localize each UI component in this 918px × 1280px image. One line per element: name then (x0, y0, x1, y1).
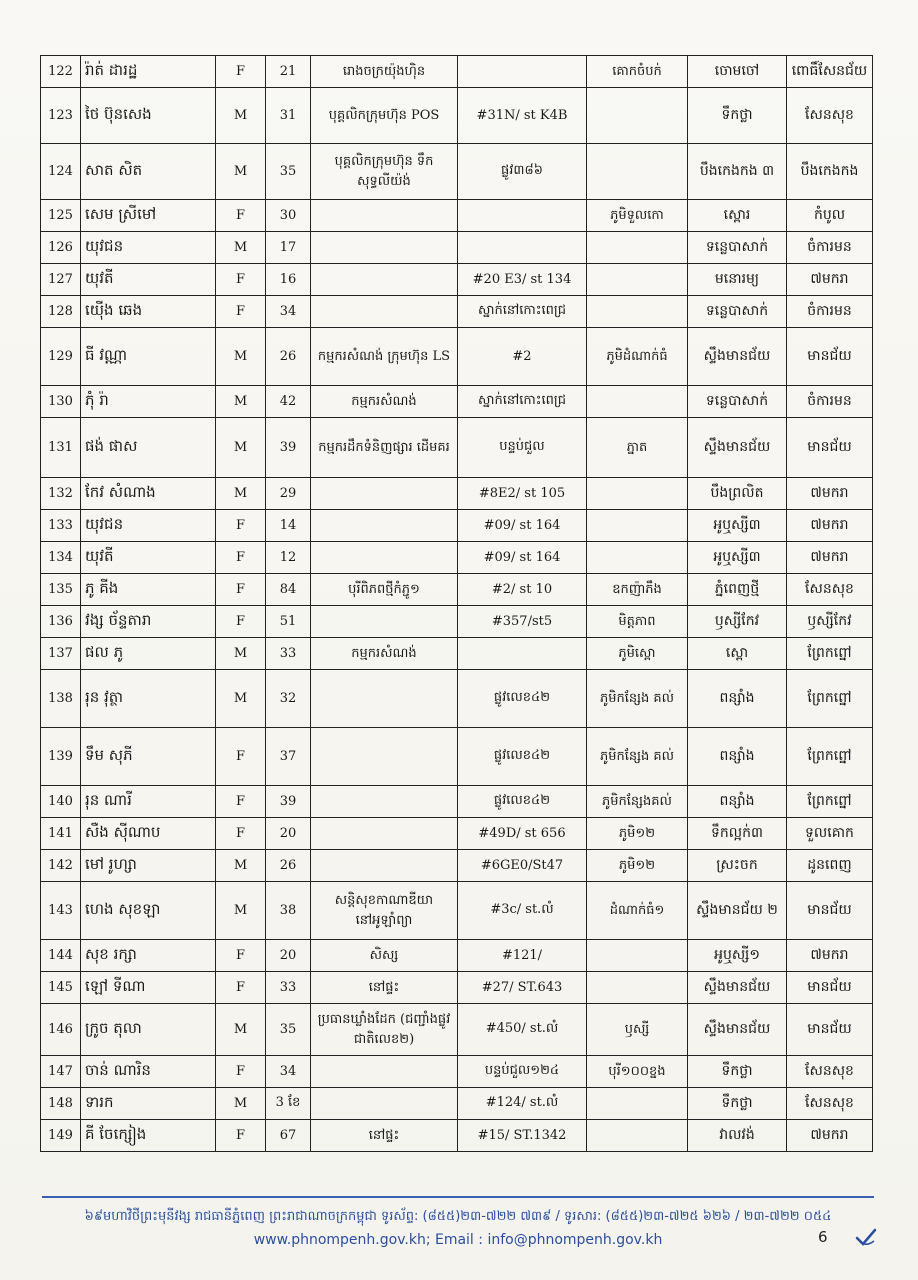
cell-com: ស្ទឹងមានជ័យ (688, 1004, 787, 1056)
table-row (41, 1120, 873, 1152)
cell-no: 129 (41, 328, 81, 386)
cell-dist: ចំការមន (787, 386, 873, 418)
cell-dist: កំបូល (787, 200, 873, 232)
cell-dist: ៧មករា (787, 542, 873, 574)
cell-age: 38 (266, 882, 311, 940)
cell-age: 26 (266, 328, 311, 386)
cell-age: 12 (266, 542, 311, 574)
cell-age: 37 (266, 728, 311, 786)
cell-name: ភូ គីង (81, 574, 216, 606)
cell-occ: សិស្ស (311, 940, 458, 972)
cell-com: ស្ទឹងមានជ័យ ២ (688, 882, 787, 940)
cell-name: ផល ភូ (81, 638, 216, 670)
cell-vil: ភូមិ១២ (587, 818, 688, 850)
table-row (41, 386, 873, 418)
cell-no: 128 (41, 296, 81, 328)
cell-occ (311, 850, 458, 882)
cell-no: 130 (41, 386, 81, 418)
cell-age: 16 (266, 264, 311, 296)
cell-sex: F (216, 606, 266, 638)
cell-sex: F (216, 264, 266, 296)
cell-sex: F (216, 200, 266, 232)
cell-no: 133 (41, 510, 81, 542)
cell-com: ស្រះចក (688, 850, 787, 882)
cell-age: 39 (266, 418, 311, 478)
cell-no: 125 (41, 200, 81, 232)
page-number: 6 (818, 1228, 828, 1246)
cell-name: វង្ស ច័ន្ទតារា (81, 606, 216, 638)
cell-addr: #6GE0/St47 (458, 850, 587, 882)
table-row (41, 786, 873, 818)
cell-sex: F (216, 940, 266, 972)
cell-vil (587, 478, 688, 510)
cell-sex: F (216, 972, 266, 1004)
cell-dist: សែនសុខ (787, 574, 873, 606)
cell-sex: F (216, 1056, 266, 1088)
cell-vil: ភូមិកន្សែង គល់ (587, 728, 688, 786)
cell-addr: #15/ ST.1342 (458, 1120, 587, 1152)
cell-com: ស្ទឹងមានជ័យ (688, 972, 787, 1004)
cell-occ (311, 1056, 458, 1088)
cell-com: ចោមចៅ (688, 56, 787, 88)
cell-com: ពន្សាំង (688, 670, 787, 728)
cell-com: បឹងកេងកង ៣ (688, 144, 787, 200)
table-row (41, 88, 873, 144)
cell-sex: M (216, 88, 266, 144)
cell-name: ភុំ រ៉ា (81, 386, 216, 418)
cell-vil: ដំណាក់ធំ១ (587, 882, 688, 940)
cell-sex: M (216, 1004, 266, 1056)
cell-addr: #49D/ st 656 (458, 818, 587, 850)
table-row (41, 606, 873, 638)
table-row (41, 638, 873, 670)
cell-dist: ៧មករា (787, 478, 873, 510)
cell-sex: F (216, 786, 266, 818)
table-row (41, 56, 873, 88)
cell-dist: ៧មករា (787, 940, 873, 972)
cell-addr: ផ្លូវ៣៨៦ (458, 144, 587, 200)
cell-age: 20 (266, 940, 311, 972)
cell-occ: បុគ្គលិកក្រុមហ៊ុន POS (311, 88, 458, 144)
cell-age: 35 (266, 1004, 311, 1056)
cell-dist: ៧មករា (787, 264, 873, 296)
cell-dist: ព្រែកព្នៅ (787, 728, 873, 786)
cell-age: 34 (266, 296, 311, 328)
cell-sex: M (216, 386, 266, 418)
cell-name: សុខ រក្សា (81, 940, 216, 972)
cell-no: 146 (41, 1004, 81, 1056)
cell-no: 143 (41, 882, 81, 940)
cell-no: 122 (41, 56, 81, 88)
cell-occ: កម្មករសំណង់ (311, 638, 458, 670)
table-row (41, 232, 873, 264)
cell-age: 26 (266, 850, 311, 882)
footer-divider (42, 1196, 874, 1198)
cell-addr: #2 (458, 328, 587, 386)
cell-occ (311, 200, 458, 232)
cell-sex: F (216, 542, 266, 574)
check-mark-icon (855, 1226, 877, 1248)
cell-dist: មានជ័យ (787, 418, 873, 478)
cell-sex: F (216, 818, 266, 850)
cell-sex: F (216, 728, 266, 786)
cell-dist: ពោធិ៍សែនជ័យ (787, 56, 873, 88)
cell-occ: កម្មករដឹកទំនិញផ្សារ ដើមគរ (311, 418, 458, 478)
cell-dist: ដូនពេញ (787, 850, 873, 882)
table-row (41, 850, 873, 882)
cell-com: ស្ពោ (688, 638, 787, 670)
cell-com: ទន្លេបាសាក់ (688, 296, 787, 328)
cell-sex: M (216, 232, 266, 264)
cell-vil: ភូមិកន្សែងគល់ (587, 786, 688, 818)
cell-addr (458, 638, 587, 670)
cell-sex: M (216, 850, 266, 882)
cell-name: រុន វុត្ថា (81, 670, 216, 728)
cell-com: អូឬស្សី៣ (688, 542, 787, 574)
cell-dist: ចំការមន (787, 232, 873, 264)
cell-no: 149 (41, 1120, 81, 1152)
cell-dist: ៧មករា (787, 1120, 873, 1152)
cell-sex: F (216, 574, 266, 606)
cell-dist: ចំការមន (787, 296, 873, 328)
cell-addr: បន្ទប់ជួល (458, 418, 587, 478)
cell-no: 142 (41, 850, 81, 882)
cell-age: 20 (266, 818, 311, 850)
table-row (41, 574, 873, 606)
cell-age: 29 (266, 478, 311, 510)
cell-age: 34 (266, 1056, 311, 1088)
cell-name: មៅ រូហ្សា (81, 850, 216, 882)
cell-vil: គោកចំបក់ (587, 56, 688, 88)
table-row (41, 418, 873, 478)
cell-com: បឹងព្រលិត (688, 478, 787, 510)
cell-age: 84 (266, 574, 311, 606)
table-row (41, 144, 873, 200)
cell-vil: ភូមិ១២ (587, 850, 688, 882)
cell-sex: M (216, 418, 266, 478)
cell-sex: M (216, 144, 266, 200)
cell-age: 51 (266, 606, 311, 638)
cell-addr (458, 232, 587, 264)
cell-no: 139 (41, 728, 81, 786)
table-row (41, 1004, 873, 1056)
cell-vil (587, 386, 688, 418)
cell-sex: M (216, 328, 266, 386)
table-row (41, 1056, 873, 1088)
cell-occ: ប្រធានឃ្លាំងដែក (ជញ្ជាំងផ្លូវជាតិលេខ២) (311, 1004, 458, 1056)
cell-vil (587, 144, 688, 200)
cell-name: ថៃ ប៊ុនសេង (81, 88, 216, 144)
cell-no: 134 (41, 542, 81, 574)
cell-name: ទារក (81, 1088, 216, 1120)
cell-dist: មានជ័យ (787, 972, 873, 1004)
cell-dist: ព្រែកព្នៅ (787, 670, 873, 728)
cell-name: ចាន់ ណារិន (81, 1056, 216, 1088)
cell-addr: #09/ st 164 (458, 542, 587, 574)
cell-name: ក្រូច តុលា (81, 1004, 216, 1056)
cell-name: យុវជន (81, 232, 216, 264)
cell-occ: រោងចក្រយ៉ុងហ៊ិន (311, 56, 458, 88)
cell-sex: F (216, 1120, 266, 1152)
footer-address: ៦៩មហាវិថីព្រះមុនីវង្ស រាជធានីភ្នំពេញ ព្រះរាជាណាចក្រកម្ពុជា ទូរស័ព្ទ: (៨៥៥)២៣-៧២២ ៧៣៩ / ទូរសារ: (៨៥៥)២៣-៧២៥ ៦២៦ / ២៣-៧២២ ០៥៤ (84, 1209, 832, 1224)
cell-occ: កម្មករសំណង់ (311, 386, 458, 418)
cell-dist: ឫស្សីកែវ (787, 606, 873, 638)
cell-com: ពន្សាំង (688, 786, 787, 818)
cell-occ: នៅផ្ទះ (311, 972, 458, 1004)
cell-com: ភ្នំពេញថ្មី (688, 574, 787, 606)
cell-name: ផង់ ផាស (81, 418, 216, 478)
records-table (40, 55, 873, 1152)
cell-occ (311, 232, 458, 264)
cell-dist: បឹងកេងកង (787, 144, 873, 200)
cell-name: ឡៅ ទីណា (81, 972, 216, 1004)
cell-name: យ៉ើង ឆេង (81, 296, 216, 328)
cell-dist: ៧មករា (787, 510, 873, 542)
cell-addr: ស្នាក់នៅកោះពេជ្រ (458, 296, 587, 328)
cell-addr (458, 56, 587, 88)
cell-addr: #121/ (458, 940, 587, 972)
cell-occ (311, 542, 458, 574)
cell-no: 132 (41, 478, 81, 510)
cell-com: មនោរម្យ (688, 264, 787, 296)
cell-name: យុវតី (81, 264, 216, 296)
cell-occ (311, 670, 458, 728)
cell-occ: បុរីពិភពថ្មីកំភ្ជូ១ (311, 574, 458, 606)
cell-dist: សែនសុខ (787, 1088, 873, 1120)
cell-name: កែវ សំណាង (81, 478, 216, 510)
cell-occ (311, 728, 458, 786)
cell-addr: #2/ st 10 (458, 574, 587, 606)
cell-no: 148 (41, 1088, 81, 1120)
table-row (41, 670, 873, 728)
cell-occ: កម្មករសំណង់ ក្រុមហ៊ុន LS (311, 328, 458, 386)
cell-no: 124 (41, 144, 81, 200)
cell-vil: ឧកញ៉ាភឹង (587, 574, 688, 606)
cell-vil (587, 510, 688, 542)
cell-occ (311, 786, 458, 818)
cell-com: ទឹកថ្លា (688, 1056, 787, 1088)
cell-sex: M (216, 882, 266, 940)
cell-no: 136 (41, 606, 81, 638)
cell-addr: #357/st5 (458, 606, 587, 638)
cell-dist: សែនសុខ (787, 88, 873, 144)
cell-com: ទឹកថ្លា (688, 1088, 787, 1120)
cell-name: គី ចែក្សៀង (81, 1120, 216, 1152)
cell-vil: ឫស្សី (587, 1004, 688, 1056)
cell-occ (311, 606, 458, 638)
cell-no: 138 (41, 670, 81, 728)
cell-vil (587, 296, 688, 328)
table-row (41, 542, 873, 574)
cell-age: 14 (266, 510, 311, 542)
cell-age: 33 (266, 972, 311, 1004)
cell-sex: F (216, 510, 266, 542)
cell-addr: #20 E3/ st 134 (458, 264, 587, 296)
cell-name: យុវតី (81, 542, 216, 574)
cell-com: វាលវង់ (688, 1120, 787, 1152)
cell-sex: M (216, 478, 266, 510)
cell-no: 147 (41, 1056, 81, 1088)
table-row (41, 200, 873, 232)
cell-occ (311, 510, 458, 542)
cell-vil: ភ្នាត (587, 418, 688, 478)
table-row (41, 1088, 873, 1120)
cell-vil (587, 940, 688, 972)
table-row (41, 296, 873, 328)
cell-dist: ព្រែកព្នៅ (787, 786, 873, 818)
records-body (41, 56, 873, 1152)
cell-com: អូឬស្សី១ (688, 940, 787, 972)
cell-dist: មានជ័យ (787, 328, 873, 386)
cell-addr: #09/ st 164 (458, 510, 587, 542)
cell-addr: #3c/ st.លំ (458, 882, 587, 940)
table-row (41, 510, 873, 542)
cell-dist: មានជ័យ (787, 882, 873, 940)
cell-occ: បុគ្គលិកក្រុមហ៊ុន ទឹកសុទ្ធលីយ៉ង់ (311, 144, 458, 200)
cell-addr: ផ្លូវលេខ៤២ (458, 670, 587, 728)
cell-com: ពន្សាំង (688, 728, 787, 786)
cell-com: ស្ទឹងមានជ័យ (688, 328, 787, 386)
cell-no: 123 (41, 88, 81, 144)
cell-age: 39 (266, 786, 311, 818)
cell-no: 131 (41, 418, 81, 478)
cell-no: 126 (41, 232, 81, 264)
cell-no: 135 (41, 574, 81, 606)
cell-com: ទឹកថ្លា (688, 88, 787, 144)
cell-addr: ស្នាក់នៅកោះពេជ្រ (458, 386, 587, 418)
cell-age: 30 (266, 200, 311, 232)
cell-name: រ៉ាត់ ដារដ្ឋ (81, 56, 216, 88)
cell-addr (458, 200, 587, 232)
cell-occ (311, 1088, 458, 1120)
cell-dist: សែនសុខ (787, 1056, 873, 1088)
cell-name: ធី វណ្ណា (81, 328, 216, 386)
cell-name: សឺង ស៊ីណាប (81, 818, 216, 850)
cell-sex: F (216, 296, 266, 328)
cell-occ (311, 818, 458, 850)
table-row (41, 972, 873, 1004)
cell-dist: ទួលគោក (787, 818, 873, 850)
cell-dist: ព្រែកព្នៅ (787, 638, 873, 670)
cell-age: 17 (266, 232, 311, 264)
cell-dist: មានជ័យ (787, 1004, 873, 1056)
cell-age: 42 (266, 386, 311, 418)
cell-sex: M (216, 638, 266, 670)
cell-age: 35 (266, 144, 311, 200)
cell-occ: សន្តិសុខកាណាឌីយា នៅអូឡាំព្យា (311, 882, 458, 940)
cell-name: សេម ស្រីមៅ (81, 200, 216, 232)
table-row (41, 478, 873, 510)
cell-addr: ផ្លូវលេខ៤២ (458, 728, 587, 786)
footer-web-email: www.phnompenh.gov.kh; Email : info@phnompenh.gov.kh (253, 1232, 663, 1248)
table-row (41, 818, 873, 850)
cell-vil (587, 264, 688, 296)
cell-vil: បុរី១០០ខ្នង (587, 1056, 688, 1088)
cell-age: 33 (266, 638, 311, 670)
cell-vil: មិត្តភាព (587, 606, 688, 638)
cell-name: សាត សិត (81, 144, 216, 200)
cell-occ: នៅផ្ទះ (311, 1120, 458, 1152)
cell-occ (311, 478, 458, 510)
cell-vil (587, 232, 688, 264)
cell-vil (587, 972, 688, 1004)
cell-no: 141 (41, 818, 81, 850)
table-row (41, 328, 873, 386)
cell-name: យុវជន (81, 510, 216, 542)
cell-name: ទឹម សុភី (81, 728, 216, 786)
cell-addr: #8E2/ st 105 (458, 478, 587, 510)
cell-no: 137 (41, 638, 81, 670)
cell-com: ឫស្សីកែវ (688, 606, 787, 638)
cell-com: ស្ពោរ (688, 200, 787, 232)
cell-no: 127 (41, 264, 81, 296)
cell-age: 67 (266, 1120, 311, 1152)
cell-no: 140 (41, 786, 81, 818)
cell-vil (587, 542, 688, 574)
cell-vil (587, 1088, 688, 1120)
cell-age: 3 ខែ (266, 1088, 311, 1120)
cell-name: រុន ណារី (81, 786, 216, 818)
cell-com: អូឬស្សី៣ (688, 510, 787, 542)
cell-vil: ភូមិស្ពោ (587, 638, 688, 670)
cell-vil: ភូមិទួលកោ (587, 200, 688, 232)
cell-age: 32 (266, 670, 311, 728)
table-row (41, 940, 873, 972)
cell-addr: #27/ ST.643 (458, 972, 587, 1004)
cell-no: 145 (41, 972, 81, 1004)
cell-com: ទន្លេបាសាក់ (688, 386, 787, 418)
table-row (41, 264, 873, 296)
table-row (41, 882, 873, 940)
cell-age: 31 (266, 88, 311, 144)
cell-occ (311, 296, 458, 328)
cell-com: ស្ទឹងមានជ័យ (688, 418, 787, 478)
cell-addr: #450/ st.លំ (458, 1004, 587, 1056)
cell-com: ទឹកល្អក់៣ (688, 818, 787, 850)
cell-sex: M (216, 1088, 266, 1120)
cell-addr: #31N/ st K4B (458, 88, 587, 144)
cell-occ (311, 264, 458, 296)
cell-addr: #124/ st.លំ (458, 1088, 587, 1120)
cell-com: ទន្លេបាសាក់ (688, 232, 787, 264)
cell-name: ហេង សុខឡា (81, 882, 216, 940)
cell-sex: M (216, 670, 266, 728)
cell-vil (587, 1120, 688, 1152)
cell-sex: F (216, 56, 266, 88)
cell-no: 144 (41, 940, 81, 972)
cell-vil (587, 88, 688, 144)
cell-addr: បន្ទប់ជួល១២៤ (458, 1056, 587, 1088)
cell-age: 21 (266, 56, 311, 88)
cell-vil: ភូមិកន្សែង គល់ (587, 670, 688, 728)
cell-addr: ផ្លូវលេខ៤២ (458, 786, 587, 818)
table-row (41, 728, 873, 786)
cell-vil: ភូមិដំណាក់ធំ (587, 328, 688, 386)
